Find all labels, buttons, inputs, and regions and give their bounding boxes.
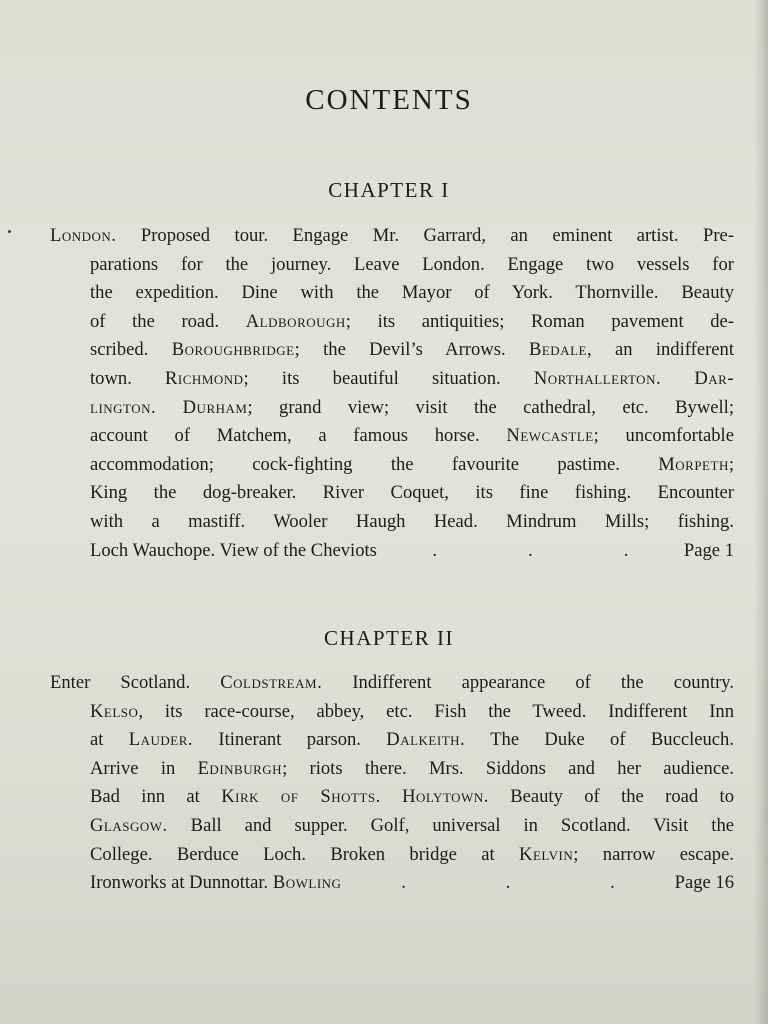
summary-text: King the dog-breaker. River Coquet, its fine fishing. Encounter xyxy=(90,482,734,504)
paper-speck xyxy=(8,230,11,233)
summary-text: parations for the journey. Leave London. Engage two vessels for xyxy=(90,253,734,275)
place-name: Coldstream. xyxy=(220,672,323,693)
contents-title: CONTENTS xyxy=(305,84,473,116)
leader-dot: . xyxy=(623,539,629,561)
page-edge-shadow xyxy=(754,0,768,1024)
summary-text: Beauty of the road to xyxy=(488,786,734,808)
summary-text: scribed. xyxy=(90,339,172,361)
summary-text: accommodation; cock-fighting the favourite pastime. xyxy=(90,453,659,475)
place-name: Aldborough xyxy=(245,310,346,332)
summary-line xyxy=(50,869,734,898)
summary-text: ; grand view; visit the cathedral, etc. Bywell; xyxy=(247,396,734,418)
summary-line xyxy=(50,279,734,308)
summary-text: account of Matchem, a famous horse. xyxy=(90,425,507,447)
summary-text: Ball and supper. Golf, universal in Scotland. Visit the xyxy=(167,814,734,836)
summary-text: the expedition. Dine with the Mayor of York. Thornville. Beauty xyxy=(90,282,734,304)
dot-leader xyxy=(377,537,684,566)
leader-dot: . xyxy=(505,872,511,894)
place-name: Lauder. xyxy=(128,729,194,751)
place-name: Durham xyxy=(182,396,248,418)
summary-line xyxy=(50,669,734,698)
summary-line xyxy=(50,698,734,727)
dot-leader xyxy=(341,869,674,898)
summary-line xyxy=(50,308,734,337)
summary-line xyxy=(50,841,734,870)
page-reference: Page 16 xyxy=(674,872,734,894)
summary-text: town. xyxy=(90,367,166,389)
summary-line xyxy=(50,251,734,280)
place-name: Bowling xyxy=(272,872,342,894)
summary-text: ; its antiquities; Roman pavement de- xyxy=(345,310,734,332)
summary-text: of the road. xyxy=(90,310,246,332)
summary-text: ; riots there. Mrs. Siddons and her audience. xyxy=(282,757,734,779)
summary-text: , its race-course, abbey, etc. Fish the Tweed. Indifferent Inn xyxy=(138,700,734,722)
place-name: Kelso xyxy=(90,700,139,722)
place-name: Holytown. xyxy=(402,786,489,808)
place-name: London. xyxy=(50,225,117,246)
summary-text: ; xyxy=(728,453,734,475)
summary-text: Bad inn at xyxy=(90,786,222,808)
summary-text: ; uncomfortable xyxy=(593,425,734,447)
summary-text: ; narrow escape. xyxy=(573,843,734,865)
place-name: Newcastle xyxy=(506,425,594,447)
summary-line xyxy=(50,451,734,480)
summary-line xyxy=(50,537,734,566)
summary-text xyxy=(156,397,182,418)
summary-line xyxy=(50,508,734,537)
summary-text: ; its beautiful situation. xyxy=(243,367,534,389)
summary-line xyxy=(50,726,734,755)
summary-text xyxy=(381,786,402,807)
summary-line xyxy=(50,336,734,365)
summary-text: College. Berduce Loch. Broken bridge at xyxy=(90,843,520,865)
summary-text: Ironworks at Dunnottar. xyxy=(90,872,273,894)
place-name: Glasgow. xyxy=(90,814,168,836)
leader-dot: . xyxy=(528,539,533,561)
summary-line xyxy=(50,222,734,251)
page-reference: Page 1 xyxy=(683,539,734,561)
place-name: Boroughbridge xyxy=(171,339,295,361)
place-name: Richmond xyxy=(165,367,244,389)
leader-dot: . xyxy=(401,872,406,894)
summary-text: at xyxy=(90,729,129,751)
summary-line xyxy=(50,394,734,423)
summary-text: The Duke of Buccleuch. xyxy=(465,729,734,751)
summary-text: Loch Wauchope. View of the Cheviots xyxy=(90,539,377,561)
summary-line xyxy=(50,812,734,841)
summary-line xyxy=(50,755,734,784)
place-name: Kelvin xyxy=(519,843,574,865)
summary-text: , an indifferent xyxy=(586,339,734,361)
summary-line xyxy=(50,479,734,508)
summary-text: with a mastiff. Wooler Haugh Head. Mindrum Mills; fishing. xyxy=(90,510,734,532)
place-name: Bedale xyxy=(528,339,587,361)
leader-dot: . xyxy=(432,539,438,561)
summary-text: Proposed tour. Engage Mr. Garrard, an eminent artist. Pre- xyxy=(116,225,734,246)
place-name: Dalkeith. xyxy=(386,729,466,751)
summary-text: ; the Devil’s Arrows. xyxy=(294,339,529,361)
chapter-2-heading: CHAPTER II xyxy=(324,626,454,650)
leader-dot: . xyxy=(610,872,615,894)
place-name: Edinburgh xyxy=(197,757,283,779)
place-name: Kirk of Shotts. xyxy=(221,786,381,808)
place-name: Dar- xyxy=(694,367,735,389)
chapter-1-summary xyxy=(50,222,734,565)
summary-text: Arrive in xyxy=(90,757,198,779)
place-name: Morpeth xyxy=(658,453,729,475)
summary-line xyxy=(50,365,734,394)
summary-line xyxy=(50,783,734,812)
chapter-1-heading: CHAPTER I xyxy=(328,178,450,202)
summary-text xyxy=(661,368,694,389)
chapter-2-summary xyxy=(50,669,734,898)
summary-line xyxy=(50,422,734,451)
summary-text: Enter Scotland. xyxy=(50,672,221,693)
place-name: lington. xyxy=(90,396,157,418)
summary-text: Indifferent appearance of the country. xyxy=(322,672,734,693)
place-name: Northallerton. xyxy=(533,367,662,389)
summary-text: Itinerant parson. xyxy=(193,729,387,751)
